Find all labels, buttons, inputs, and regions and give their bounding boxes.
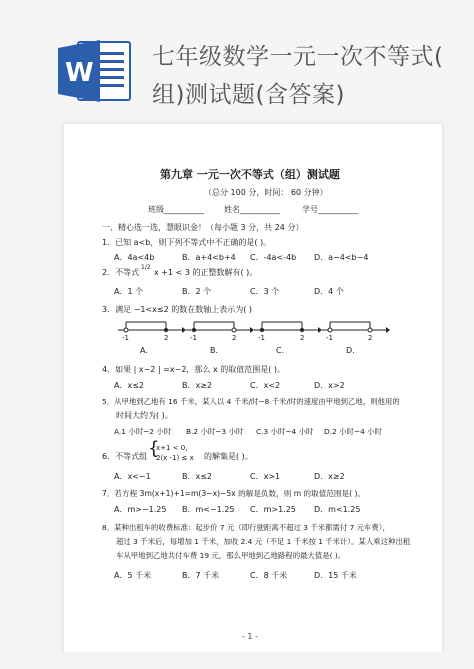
section-heading: 一、精心选一选，慧眼识金！（每小题 3 分，共 24 分） bbox=[102, 223, 304, 232]
bottom-strip bbox=[0, 652, 474, 669]
q5-option-b: B.2 小时~3 小时 bbox=[186, 427, 244, 436]
q4-option-b: B．x≥2 bbox=[182, 381, 213, 390]
q3-tick-label-c1: -1 bbox=[258, 334, 265, 342]
q6-option-c: C．x>1 bbox=[250, 472, 281, 481]
student-id-label: 学号__________ bbox=[302, 205, 358, 214]
q2-option-d: D．4 个 bbox=[314, 287, 344, 296]
q2-fraction: 1/2 bbox=[141, 264, 151, 271]
q6-option-d: D．x≥2 bbox=[314, 472, 345, 481]
q1-option-d: D．a−4<b−4 bbox=[314, 253, 369, 262]
q3-tick-label-b2: 2 bbox=[232, 334, 237, 342]
svg-text:W: W bbox=[65, 58, 94, 88]
class-field-label: 班级__________ bbox=[148, 205, 204, 214]
q3-option-b: B. bbox=[210, 346, 219, 355]
q6-inequality-1: x+1 < 0, bbox=[156, 444, 188, 452]
q4-option-d: D．x>2 bbox=[314, 381, 345, 390]
word-document-icon bbox=[56, 38, 136, 104]
q3-tick-label-d2: 2 bbox=[368, 334, 373, 342]
page-title-line2: 组)测试题(含答案) bbox=[152, 82, 345, 108]
name-field-label: 姓名__________ bbox=[224, 205, 280, 214]
q3-tick-label-b1: -1 bbox=[190, 334, 197, 342]
q8-option-c: C．8 千米 bbox=[250, 571, 288, 580]
question-5-line2: 时间大约为( )。 bbox=[116, 411, 173, 420]
exam-meta: （总分 100 分，时间： 60 分钟） bbox=[204, 188, 328, 197]
q8-option-a: A．5 千米 bbox=[114, 571, 152, 580]
q5-option-c: C.3 小时~4 小时 bbox=[256, 427, 314, 436]
q4-option-c: C．x<2 bbox=[250, 381, 281, 390]
document-title: 第九章 一元一次不等式（组）测试题 bbox=[160, 168, 340, 181]
q1-option-a: A．4a<4b bbox=[114, 253, 155, 262]
q3-option-d: D. bbox=[346, 346, 355, 355]
q3-option-a: A. bbox=[140, 346, 148, 355]
q3-tick-label-c2: 2 bbox=[300, 334, 305, 342]
q6-inequality-2: 2(x -1) ≤ x bbox=[156, 454, 194, 462]
question-8-line1: 8．某种出租车的收费标准：起步价 7 元（即行驶距离不超过 3 千米都需付 7 元车费）， bbox=[102, 523, 390, 532]
question-2: x +1 < 3 的正整数解有( )。 bbox=[154, 268, 258, 277]
q1-option-c: C．-4a<-4b bbox=[250, 253, 297, 262]
question-4: 4．如果 | x−2 | =x−2，那么 x 的取值范围是( )。 bbox=[102, 365, 286, 374]
q6-option-a: A．x<−1 bbox=[114, 472, 151, 481]
page-number: - 1 - bbox=[242, 632, 258, 641]
q8-option-b: B．7 千米 bbox=[182, 571, 220, 580]
q8-option-d: D．15 千米 bbox=[314, 571, 357, 580]
q5-option-a: A.1 小时~2 小时 bbox=[114, 427, 172, 436]
question-7: 7．若方程 3m(x+1)+1=m(3−x)−5x 的解是负数，则 m 的取值范围是( )。 bbox=[102, 489, 366, 498]
question-6: 的解集是( )。 bbox=[204, 452, 253, 461]
q3-tick-label-a2: 2 bbox=[164, 334, 169, 342]
q3-tick-label-a1: -1 bbox=[122, 334, 129, 342]
q6-brace: { bbox=[148, 438, 160, 459]
q7-option-d: D．m<1.25 bbox=[314, 505, 361, 514]
q2-option-c: C．3 个 bbox=[250, 287, 280, 296]
q2-option-a: A．1 个 bbox=[114, 287, 144, 296]
question-8-line2: 超过 3 千米后，每增加 1 千米，加收 2.4 元（不足 1 千米按 1 千米计）。某人乘这种出租 bbox=[116, 537, 411, 546]
question-2-prefix: 2．不等式 bbox=[102, 268, 140, 277]
question-6-prefix: 6．不等式组 bbox=[102, 452, 148, 461]
header-banner bbox=[0, 0, 474, 118]
q3-option-c: C. bbox=[276, 346, 285, 355]
document-page bbox=[64, 124, 442, 652]
q7-option-c: C．m>1.25 bbox=[250, 505, 296, 514]
question-1: 1．已知 a<b，则下列不等式中不正确的是( )。 bbox=[102, 238, 272, 247]
q3-tick-label-d1: -1 bbox=[326, 334, 333, 342]
page-title-line1: 七年级数学一元一次不等式( bbox=[152, 44, 444, 70]
q1-option-b: B．a+4<b+4 bbox=[182, 253, 236, 262]
q5-option-d: D.2 小时~4 小时 bbox=[324, 427, 382, 436]
question-8-line3: 车从甲地到乙地共付车费 19 元，那么甲地到乙地路程的最大值是( )。 bbox=[116, 551, 346, 560]
question-3: 3．满足 −1<x≤2 的数在数轴上表示为( ) bbox=[102, 305, 252, 314]
q4-option-a: A．x≤2 bbox=[114, 381, 144, 390]
q6-option-b: B．x≤2 bbox=[182, 472, 213, 481]
q2-option-b: B．2 个 bbox=[182, 287, 212, 296]
q7-option-a: A．m>−1.25 bbox=[114, 505, 167, 514]
q7-option-b: B．m<−1.25 bbox=[182, 505, 235, 514]
question-5-line1: 5．从甲地到乙地有 16 千米，某人以 4 千米/时~8 千米/时的速度由甲地到乙地，则他用的 bbox=[102, 397, 400, 406]
